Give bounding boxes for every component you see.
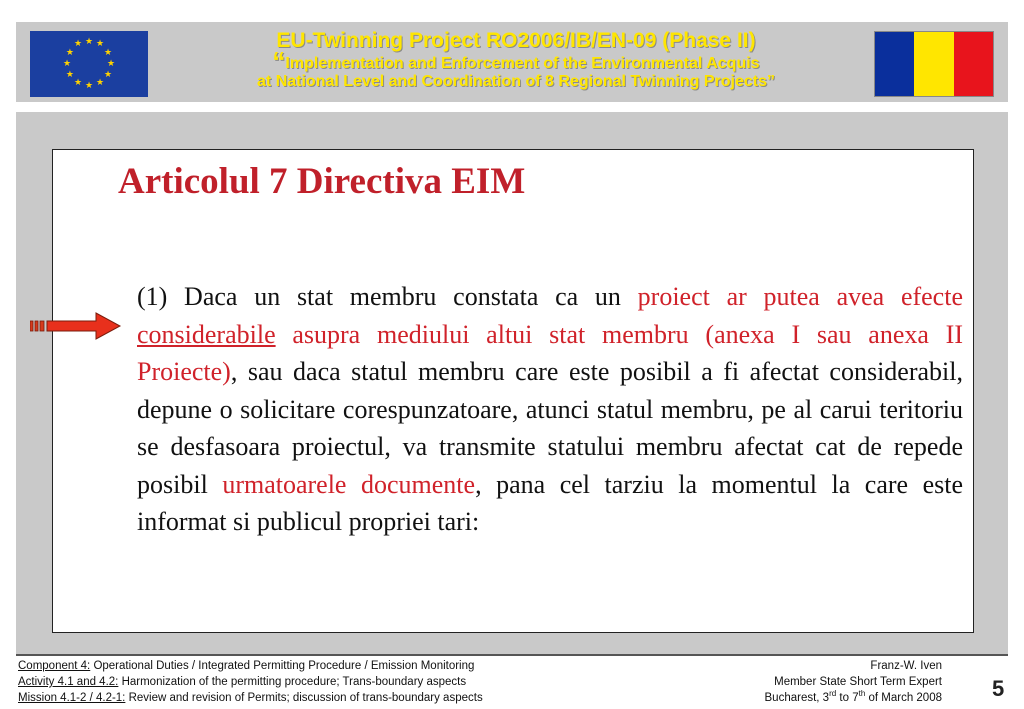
paragraph-highlight-2: asupra mediului altui stat membru (anexa I sau anexa II Proiecte) bbox=[137, 319, 963, 386]
eu-star-icon: ★ bbox=[104, 69, 113, 80]
eu-star-icon: ★ bbox=[106, 58, 116, 69]
footer-project-info bbox=[18, 658, 618, 706]
footer-divider bbox=[16, 654, 1008, 656]
article-paragraph bbox=[137, 278, 963, 541]
eu-star-icon: ★ bbox=[95, 77, 105, 88]
eu-star-icon: ★ bbox=[84, 80, 94, 91]
eu-star-icon: ★ bbox=[65, 69, 74, 80]
ro-flag-yellow bbox=[914, 32, 953, 96]
paragraph-text-2: , sau daca statul membru care este posibil a fi afectat considerabil, depune o solicitare corespunzatoare, atunci statul membru, pe al carui teritoriu se desfasoara proiectul, va transmite statului membru afectat cat de repede posibil bbox=[137, 357, 963, 499]
header-band bbox=[16, 22, 1008, 102]
eu-star-icon: ★ bbox=[84, 36, 94, 47]
paragraph-text-3: , pana cel tarziu la momentul la care este informat si publicul propriei tari: bbox=[137, 469, 964, 536]
header-line-2: “Implementation and Enforcement of the Environmental Acquis bbox=[272, 46, 760, 76]
eu-flag-icon bbox=[30, 31, 148, 97]
footer-activity-row: Activity 4.1 and 4.2: Harmonization of the permitting procedure; Trans-boundary aspects bbox=[18, 676, 467, 688]
paragraph-text-1: (1) Daca un stat membru constata ca un bbox=[137, 282, 638, 311]
eu-star-icon: ★ bbox=[104, 47, 113, 58]
header-line-1: EU-Twinning Project RO2006/IB/EN-09 (Phase II) bbox=[276, 29, 756, 52]
eu-star-icon: ★ bbox=[73, 77, 83, 88]
paragraph-highlight-3: urmatoarele documente bbox=[222, 469, 476, 499]
page-number: 5 bbox=[992, 676, 1005, 701]
paragraph-highlight-underlined: considerabile bbox=[137, 319, 276, 349]
eu-star-icon: ★ bbox=[65, 47, 74, 58]
eu-star-icon: ★ bbox=[62, 58, 72, 69]
footer-mission-row: Mission 4.1-2 / 4.2-1: Review and revision of Permits; discussion of trans-boundary aspects bbox=[18, 692, 483, 704]
ro-flag-red bbox=[954, 32, 993, 96]
header-title bbox=[166, 30, 866, 91]
eu-star-icon: ★ bbox=[73, 39, 83, 50]
footer-date: Bucharest, 3rd to 7th of March 2008 bbox=[764, 689, 942, 704]
slide-title: Articolul 7 Directiva EIM bbox=[118, 161, 526, 202]
romania-flag-icon bbox=[874, 31, 994, 97]
paragraph-highlight-1: proiect ar putea avea efecte bbox=[637, 282, 963, 311]
footer-role: Member State Short Term Expert bbox=[774, 676, 942, 688]
eu-star-icon: ★ bbox=[95, 39, 105, 50]
footer-author-info bbox=[642, 658, 942, 706]
right-arrow-icon bbox=[30, 311, 122, 341]
footer-component-row: Component 4: Operational Duties / Integrated Permitting Procedure / Emission Monitoring bbox=[18, 660, 475, 672]
ro-flag-blue bbox=[875, 32, 914, 96]
footer-author: Franz-W. Iven bbox=[870, 660, 942, 672]
header-line-3: at National Level and Coordination of 8 Regional Twinning Projects” bbox=[257, 73, 775, 90]
